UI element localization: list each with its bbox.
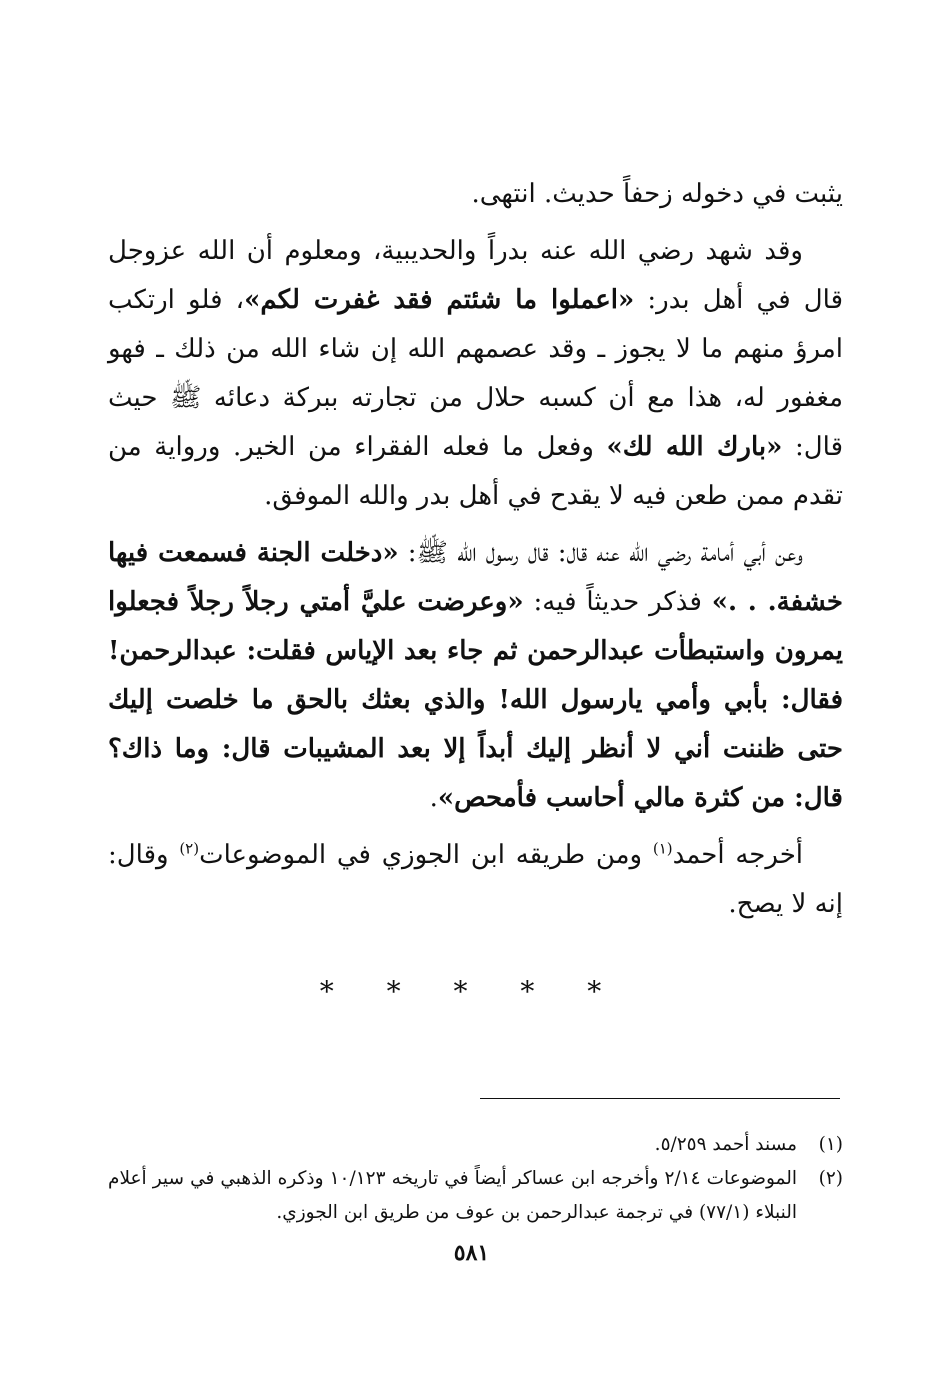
main-text <box>108 170 843 937</box>
footnote-ref-1[interactable]: (١) <box>652 839 673 858</box>
footnote-2 <box>108 1162 843 1230</box>
footnote-ref-2[interactable]: (٢) <box>179 839 200 858</box>
paragraph-1-text: يثبت في دخوله زحفاً حديث. انتهى. <box>471 179 843 209</box>
hadith-quote-3: «دخلت الجنة فسمعت فيها خشفة. . .» <box>108 538 843 617</box>
paragraph-3-part-c: فذكر حديثاً فيه: <box>523 587 712 617</box>
hadith-quote-4: «وعرضت عليَّ أمتي رجلاً رجلاً فجعلوا يمرون واستبطأت عبدالرحمن ثم جاء بعد الإياس فقلت: عبدالرحمن! فقال: بأبي وأمي يارسول الله! والذي بعثك بالحق ما خلصت إليك حتى ظننت أني لا أنظر إليك أبداً إلا بعد المشيبات قال: وما ذاك؟ قال: من كثرة مالي أحاسب فأمحص» <box>108 587 843 813</box>
paragraph-4 <box>108 831 843 929</box>
hadith-quote-1: «اعملوا ما شئتم فقد غفرت لكم» <box>244 285 635 315</box>
page-number: ٥٨١ <box>453 1240 490 1266</box>
footnote-2-number: (٢) <box>818 1168 843 1189</box>
hadith-quote-2: «بارك الله لك» <box>606 432 783 462</box>
footnote-2-text: الموضوعات ٢/١٤ وأخرجه ابن عساكر أيضاً في تاريخه ١٠/١٢٣ وذكره الذهبي في سير أعلام النبلاء (٧٧/١) في ترجمة عبدالرحمن بن عوف من طريق ابن الجوزي. <box>108 1168 797 1223</box>
paragraph-2-part-a: وقد شهد رضي الله عنه بدراً والحديبية، ومعلوم أن الله عزوجل قال في أهل بدر: <box>108 236 844 315</box>
paragraph-4-part-a: أخرجه أحمد <box>672 840 803 870</box>
footnotes <box>108 1128 843 1230</box>
footnote-1-number: (١) <box>818 1134 843 1155</box>
paragraph-4-part-c: وقال: إنه لا يصح. <box>108 840 843 919</box>
paragraph-3 <box>108 529 843 823</box>
paragraph-4-part-b: ومن طريقه ابن الجوزي في الموضوعات <box>199 840 653 870</box>
paragraph-2-part-e: وفعل ما فعله الفقراء من الخير. ورواية من تقدم ممن طعن فيه لا يقدح في أهل بدر والله الموفق. <box>108 432 843 511</box>
paragraph-2 <box>108 227 843 521</box>
paragraph-3-part-e: . <box>429 783 438 813</box>
section-separator: * * * * * <box>319 975 624 1008</box>
paragraph-2-part-c: ، فلو ارتكب امرؤ منهم ما لا يجوز ـ وقد عصمهم الله إن شاء الله من ذلك ـ فهو مغفور له، هذا مع أن كسبه حلال من تجارته ببركة دعائه ﷺ حيث قال: <box>108 285 843 462</box>
footnote-1 <box>108 1128 843 1162</box>
footnote-1-text: مسند أحمد ٥/٢٥٩. <box>654 1134 797 1155</box>
paragraph-1 <box>108 170 843 219</box>
footnote-divider <box>480 1098 840 1099</box>
paragraph-3-part-a: وعن أبي أمامة رضي الله عنه قال: قال رسول الله ﷺ: <box>398 538 803 568</box>
